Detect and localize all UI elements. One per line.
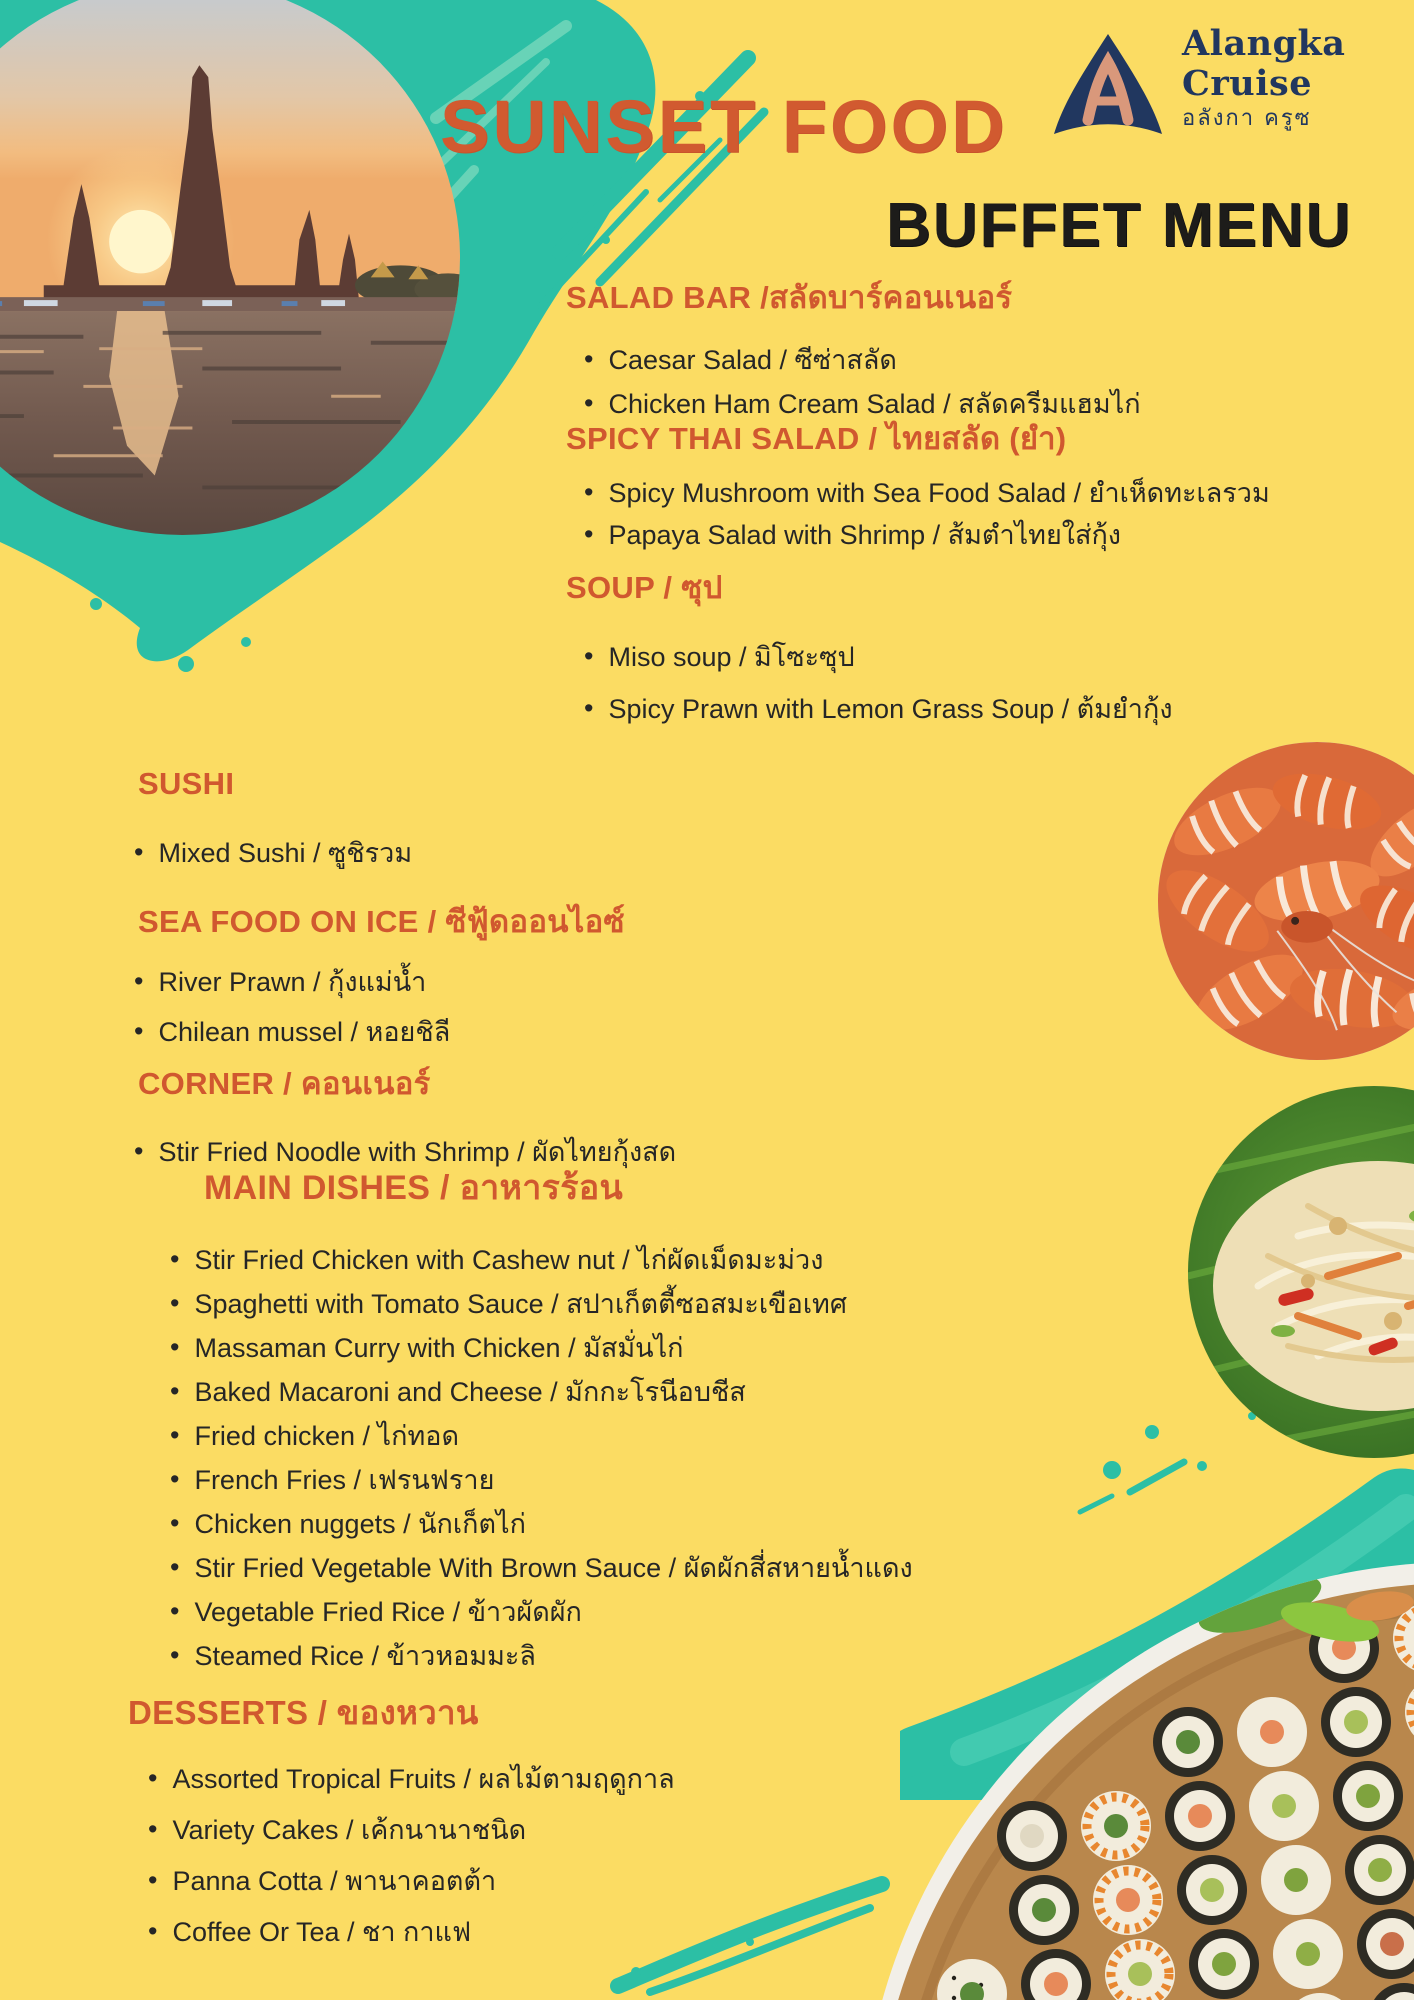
section-corner [128,1058,676,1174]
menu-item-label: Papaya Salad with Shrimp / ส้มตำไทยใส่กุ้ง [608,520,1121,550]
menu-item-label: Chicken Ham Cream Salad / สลัดครีมแฮมไก่ [608,389,1141,419]
menu-item-label: Chicken nuggets / นักเก็ตไก่ [194,1509,526,1539]
menu-item [170,1282,913,1326]
bullet-icon: • [584,641,594,671]
menu-item [148,1856,675,1907]
bullet-icon: • [170,1332,180,1362]
section-sea-food-on-ice [128,896,625,1057]
menu-item [170,1326,913,1370]
bullet-icon: • [148,1814,158,1844]
bullet-icon: • [584,693,594,723]
menu-item [134,1007,625,1057]
menu-item-label: Variety Cakes / เค้กนานาชนิด [172,1815,527,1845]
section-salad-bar [566,272,1141,426]
section-header: SOUP / ซุป [566,570,723,605]
menu-item-label: Stir Fried Noodle with Shrimp / ผัดไทยกุ้งสด [158,1137,677,1167]
menu-item [584,514,1270,556]
menu-item-label: Miso soup / มิโซะซุป [608,642,855,672]
menu-item [134,831,412,875]
menu-item-label: Fried chicken / ไก่ทอด [194,1421,459,1451]
bullet-icon: • [170,1288,180,1318]
menu-item [170,1370,913,1414]
section-sushi [128,766,412,875]
poster-title: SUNSET FOOD [440,85,1008,168]
section-header: SALAD BAR /สลัดบาร์คอนเนอร์ [566,280,1013,315]
menu-item [134,957,625,1007]
menu-item-label: River Prawn / กุ้งแม่น้ำ [158,967,427,997]
bullet-icon: • [170,1376,180,1406]
menu-item-label: Mixed Sushi / ซูชิรวม [158,838,413,868]
menu-item [584,338,1141,382]
menu-item-label: Stir Fried Vegetable With Brown Sauce / ผัดผักสี่สหายน้ำแดง [194,1553,913,1583]
bullet-icon: • [170,1464,180,1494]
logo-brand-line2: Cruise [1182,63,1313,104]
bullet-icon: • [584,519,594,549]
section-header: CORNER / คอนเนอร์ [138,1066,431,1101]
menu-item [148,1754,675,1805]
bullet-icon: • [170,1244,180,1274]
section-header: SEA FOOD ON ICE / ซีฟู้ดออนไอซ์ [138,904,625,939]
bullet-icon: • [584,388,594,418]
menu-item-label: Coffee Or Tea / ชา กาแฟ [172,1917,472,1947]
menu-item [170,1546,913,1590]
bullet-icon: • [170,1508,180,1538]
bullet-icon: • [134,837,144,867]
menu-item-label: Baked Macaroni and Cheese / มักกะโรนีอบชีส [194,1377,746,1407]
section-header: MAIN DISHES / อาหารร้อน [204,1169,624,1207]
menu-item-label: Spaghetti with Tomato Sauce / สปาเก็ตตี้ซอสมะเขือเทศ [194,1289,847,1319]
menu-item-label: Caesar Salad / ซีซ่าสลัด [608,345,897,375]
bullet-icon: • [170,1640,180,1670]
bullet-icon: • [148,1916,158,1946]
menu-item-label: Steamed Rice / ข้าวหอมมะลิ [194,1641,536,1671]
bullet-icon: • [134,966,144,996]
menu-item [148,1805,675,1856]
bullet-icon: • [170,1552,180,1582]
section-header: SUSHI [138,766,235,801]
menu-item-label: Spicy Prawn with Lemon Grass Soup / ต้มยำกุ้ง [608,694,1173,724]
menu-item [584,472,1270,514]
bullet-icon: • [584,344,594,374]
river-prawns-photo [1158,742,1414,1060]
menu-item-label: French Fries / เฟรนฟราย [194,1465,495,1495]
menu-item [148,1907,675,1958]
section-desserts [128,1686,675,1958]
logo-brand-thai: อลังกา ครูซ [1182,106,1312,131]
alangka-cruise-logo [1040,18,1410,148]
bullet-icon: • [148,1865,158,1895]
menu-item [170,1458,913,1502]
menu-item-label: Stir Fried Chicken with Cashew nut / ไก่ผัดเม็ดมะม่วง [194,1245,824,1275]
menu-item-label: Spicy Mushroom with Sea Food Salad / ยำเห็ดทะเลรวม [608,478,1270,508]
poster-subtitle: BUFFET MENU [886,191,1353,260]
logo-brand-line1: Alangka [1182,23,1346,64]
bullet-icon: • [134,1016,144,1046]
menu-item [170,1590,913,1634]
bullet-icon: • [584,477,594,507]
menu-item-label: Massaman Curry with Chicken / มัสมั่นไก่ [194,1333,684,1363]
section-main-dishes [160,1160,913,1678]
menu-item-label: Panna Cotta / พานาคอตต้า [172,1866,497,1896]
section-spicy-thai-salad [566,413,1270,556]
section-header: DESSERTS / ของหวาน [128,1694,479,1731]
menu-item [584,631,1173,683]
section-soup [566,562,1173,735]
menu-item [170,1502,913,1546]
bullet-icon: • [148,1763,158,1793]
menu-item [170,1414,913,1458]
menu-item-label: Assorted Tropical Fruits / ผลไม้ตามฤดูกาล [172,1764,675,1794]
menu-item [170,1634,913,1678]
section-header: SPICY THAI SALAD / ไทยสลัด (ยำ) [566,421,1067,456]
menu-item [584,683,1173,735]
menu-item-label: Vegetable Fried Rice / ข้าวผัดผัก [194,1597,582,1627]
menu-item [170,1238,913,1282]
logo-triangle-icon [1052,34,1164,138]
bullet-icon: • [170,1596,180,1626]
bullet-icon: • [134,1136,144,1166]
bullet-icon: • [170,1420,180,1450]
menu-item-label: Chilean mussel / หอยชิลี [158,1017,451,1047]
